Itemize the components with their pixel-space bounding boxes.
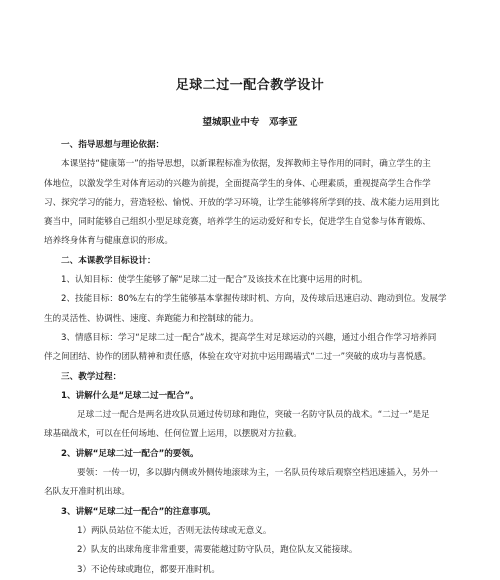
section-heading: 一、指导思想与理论依据： xyxy=(61,140,165,150)
paragraph-line: 培养终身体育与健康意识的形成。 xyxy=(44,236,173,247)
paragraph-line: 1）两队员站位不能太近，否则无法传球或无意义。 xyxy=(77,525,272,536)
paragraph-line: 要领：一传一切，多以脚内侧或外侧传地滚球为主，一名队员传球后观察空档迅速插入，另外一 xyxy=(77,468,438,479)
paragraph-line: 习、探究学习的能力，营造轻松、愉悦、开放的学习环境，让学生能够将所学到的技、战术能力运用到比 xyxy=(44,197,440,208)
paragraph-line: 2、技能目标：80%左右的学生能够基本掌握传球时机、方向，及传球后迅速启动、跑动到位。发展学 xyxy=(61,294,447,305)
paragraph-line: 3、情感目标：学习“足球二过一配合”战术，提高学生对足球运动的兴趣，通过小组合作学习培养同 xyxy=(61,332,437,343)
document-body xyxy=(44,136,458,580)
paragraph-line: 足球二过一配合是两名进攻队员通过传切球和跑位，突破一名防守队员的战术。“二过一”是足 xyxy=(77,410,430,421)
paragraph-line: 体地位，以激发学生对体育运动的兴趣为前提，全面提高学生的身体、心理素质，重视提高学生合作学 xyxy=(44,178,431,189)
paragraph-line: 赛当中，同时能够自己组织小型足球竞赛，培养学生的运动爱好和专长，促进学生自觉参与体育锻炼、 xyxy=(44,217,431,228)
paragraph-line: 生的灵活性、协调性、速度、奔跑能力和控制球的能力。 xyxy=(44,313,259,324)
section-heading: 二、本课教学目标设计： xyxy=(61,255,156,266)
section-heading: 3、讲解“足球二过一配合”的注意事项。 xyxy=(61,506,216,517)
paragraph-line: 名队友开准时机出球。 xyxy=(44,487,130,498)
paragraph-line: 1、认知目标：使学生能够了解“足球二过一配合”及该技术在比赛中运用的时机。 xyxy=(61,275,368,286)
section-heading: 2、讲解“足球二过一配合”的要领。 xyxy=(61,448,199,459)
section-heading: 三、教学过程： xyxy=(61,371,122,382)
paragraph-line: 3）不论传球或跑位，都要开准时机。 xyxy=(77,564,220,575)
paragraph-line: 伴之间团结、协作的团队精神和责任感，体验在攻守对抗中运用踢墙式“二过一”突破的成功与喜悦感。 xyxy=(44,352,432,363)
paragraph-line: 本课坚持“健康第一”的指导思想，以新课程标准为依据，发挥教师主导作用的同时，确立学生的主 xyxy=(61,159,431,170)
paragraph-line: 球基础战术，可以在任何场地、任何位置上运用，以摆脱对方拉截。 xyxy=(44,429,302,440)
section-heading: 1、讲解什么是“足球二过一配合”。 xyxy=(61,390,199,401)
document-title: 足球二过一配合教学设计 xyxy=(175,78,325,93)
document-author: 望城职业中专 邓李亚 xyxy=(202,117,298,128)
paragraph-line: 2）队友的出球角度非常重要，需要能越过防守队员，跑位队友又能接球。 xyxy=(77,545,358,556)
